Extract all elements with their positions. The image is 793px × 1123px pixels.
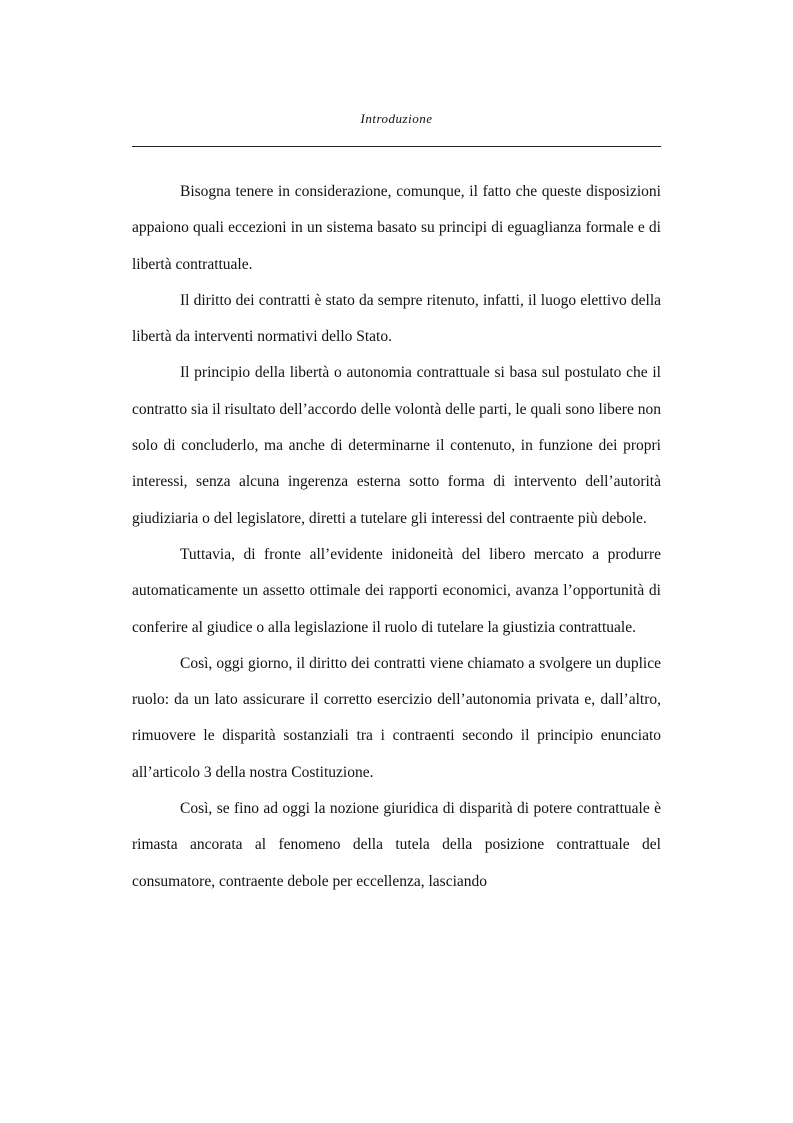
paragraph: Bisogna tenere in considerazione, comunque, il fatto che queste disposizioni appaiono quali eccezioni in un sistema basato su principi di eguaglianza formale e di libertà contrattuale. bbox=[132, 183, 661, 273]
running-header: Introduzione bbox=[360, 111, 433, 126]
body-text bbox=[132, 174, 661, 900]
paragraph: Così, se fino ad oggi la nozione giuridica di disparità di potere contrattuale è rimasta ancorata al fenomeno della tutela della posizione contrattuale del consumatore, contraente debole per eccellenza, lasciando bbox=[132, 800, 661, 890]
paragraph: Tuttavia, di fronte all’evidente inidoneità del libero mercato a produrre automaticamente un assetto ottimale dei rapporti economici, avanza l’opportunità di conferire al giudice o alla legislazione il ruolo di tutelare la giustizia contrattuale. bbox=[132, 545, 661, 636]
header-divider bbox=[132, 146, 661, 147]
paragraph: Il principio della libertà o autonomia contrattuale si basa sul postulato che il contratto sia il risultato dell’accordo delle volontà delle parti, le quali sono libere non solo di concluderlo, ma anche di determinarne il contenuto, in funzione dei propri interessi, senza alcuna ingerenza esterna sotto forma di intervento dell’autorità giudiziaria o del legislatore, diretti a tutelare gli interessi del contraente più debole. bbox=[132, 364, 661, 527]
paragraph: Così, oggi giorno, il diritto dei contratti viene chiamato a svolgere un duplice ruolo: da un lato assicurare il corretto esercizio dell’autonomia privata e, dall’altro, rimuovere le disparità sostanziali tra i contraenti secondo il principio enunciato all’articolo 3 della nostra Costituzione. bbox=[132, 654, 661, 781]
paragraph: Il diritto dei contratti è stato da sempre ritenuto, infatti, il luogo elettivo della libertà da interventi normativi dello Stato. bbox=[132, 291, 661, 346]
